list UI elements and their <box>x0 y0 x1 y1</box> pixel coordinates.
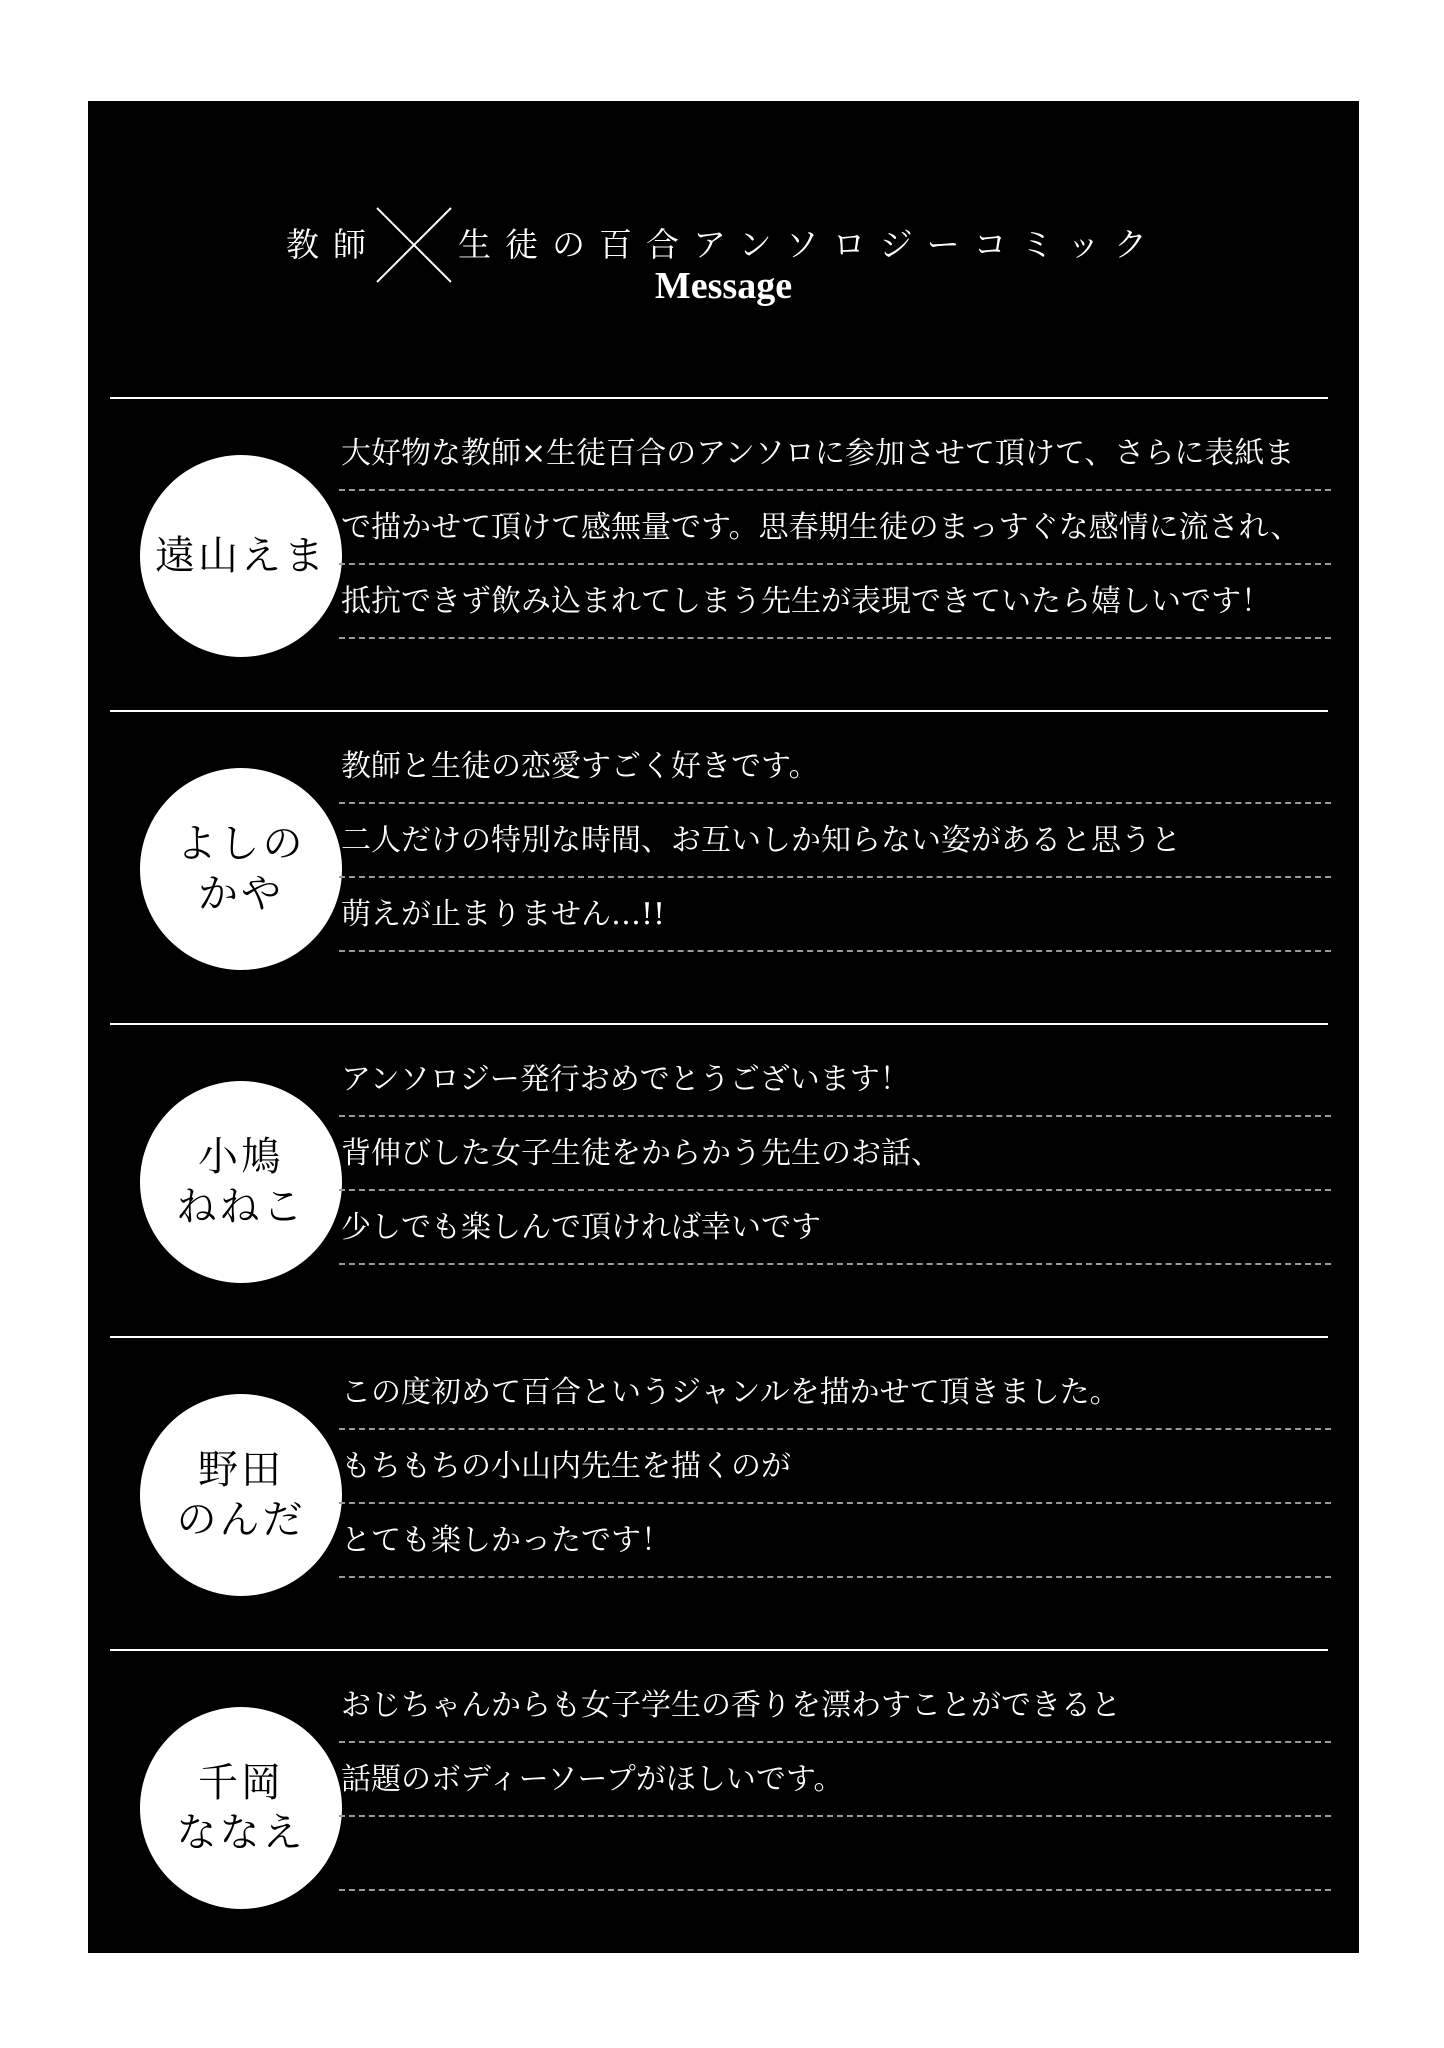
author-name-badge <box>140 768 342 970</box>
section-divider <box>110 710 1328 712</box>
message-text <box>339 1043 1331 1265</box>
message-entry <box>110 1336 1328 1649</box>
message-entry <box>110 1023 1328 1336</box>
author-name-line: かや <box>198 871 284 917</box>
message-entry <box>110 1649 1328 1962</box>
title-teacher: 教師 <box>285 225 380 264</box>
message-line: とても楽しかったです！ <box>339 1504 1331 1578</box>
section-divider <box>110 1023 1328 1025</box>
message-line: アンソロジー発行おめでとうございます！ <box>339 1043 1331 1117</box>
author-name-badge <box>140 1394 342 1596</box>
message-line: おじちゃんからも女子学生の香りを漂わすことができると <box>339 1669 1331 1743</box>
author-name-line: よしの <box>176 821 306 867</box>
message-entry <box>110 397 1328 710</box>
message-line: 大好物な教師×生徒百合のアンソロに参加させて頂けて、さらに表紙ま <box>339 417 1331 491</box>
author-name-badge <box>140 1707 342 1909</box>
author-name-badge <box>140 1081 342 1283</box>
author-name-line: 千岡 <box>198 1760 284 1806</box>
message-line: もちもちの小山内先生を描くのが <box>339 1430 1331 1504</box>
author-name-badge <box>140 455 342 657</box>
author-name-line: ななえ <box>176 1810 306 1856</box>
page-header <box>88 101 1359 391</box>
message-line: 少しでも楽しんで頂ければ幸いです <box>339 1191 1331 1265</box>
message-line: 萌えが止まりません…!! <box>339 878 1331 952</box>
message-text <box>339 1669 1331 1891</box>
author-name-line: のんだ <box>176 1497 306 1543</box>
message-text <box>339 417 1331 639</box>
message-line: 背伸びした女子生徒をからかう先生のお話、 <box>339 1117 1331 1191</box>
message-line-empty <box>339 1817 1331 1891</box>
message-line: 二人だけの特別な時間、お互いしか知らない姿があると思うと <box>339 804 1331 878</box>
author-name-line: 小鳩 <box>198 1134 284 1180</box>
message-text <box>339 1356 1331 1578</box>
message-line: この度初めて百合というジャンルを描かせて頂きました。 <box>339 1356 1331 1430</box>
message-line: 話題のボディーソープがほしいです。 <box>339 1743 1331 1817</box>
title-student-anthology: 生徒の百合アンソロジーコミック <box>457 225 1162 264</box>
author-name-line: ねねこ <box>176 1184 306 1230</box>
section-divider <box>110 1649 1328 1651</box>
page-subtitle: Message <box>654 265 793 307</box>
author-name: 遠山えま <box>155 533 327 579</box>
message-entry <box>110 710 1328 1023</box>
author-name-line: 野田 <box>198 1447 284 1493</box>
message-line: 抵抗できず飲み込まれてしまう先生が表現できていたら嬉しいです！ <box>339 565 1331 639</box>
message-text <box>339 730 1331 952</box>
section-divider <box>110 1336 1328 1338</box>
message-line: 教師と生徒の恋愛すごく好きです。 <box>339 730 1331 804</box>
message-line: で描かせて頂けて感無量です。思春期生徒のまっすぐな感情に流され、 <box>339 491 1331 565</box>
section-divider <box>110 397 1328 399</box>
message-page <box>88 101 1359 1953</box>
